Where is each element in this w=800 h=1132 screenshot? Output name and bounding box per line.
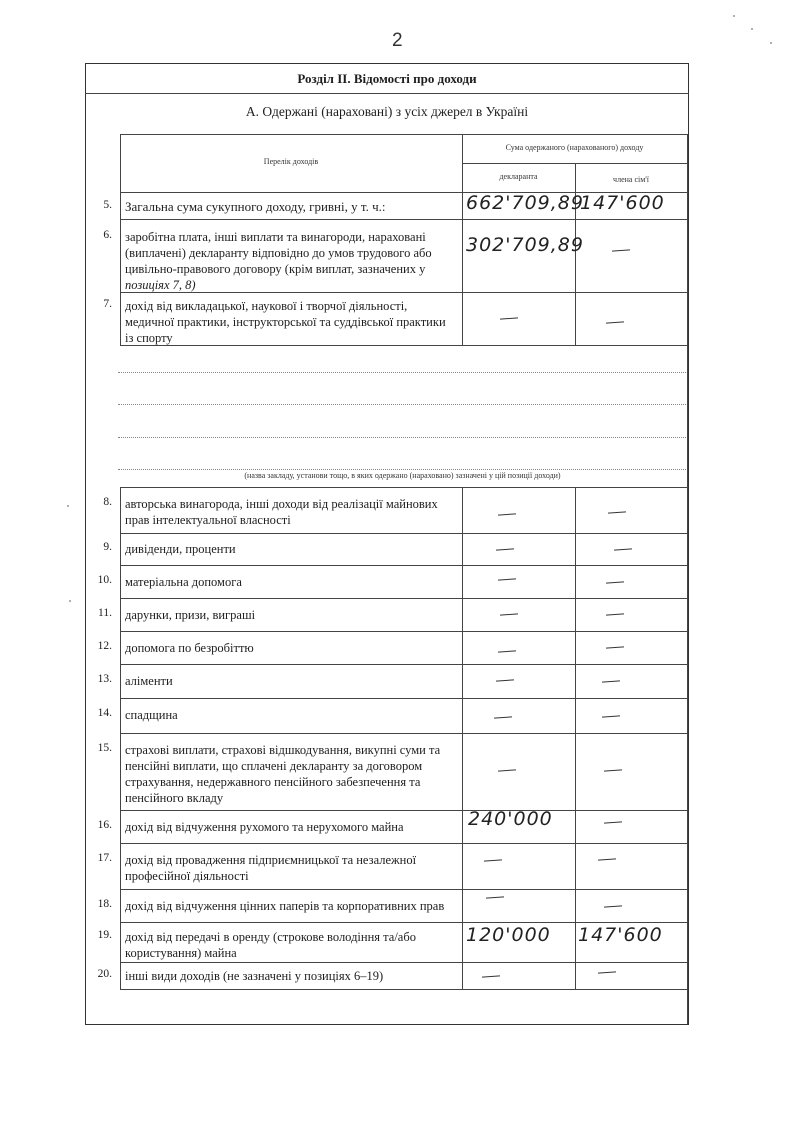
header-top-line	[120, 134, 687, 135]
row-divider	[120, 843, 687, 844]
row-label-line: дохід від провадження підприємницької та незалежної	[125, 853, 417, 867]
section-title: Розділ II. Відомості про доходи	[297, 71, 477, 86]
row-number: 6.	[103, 229, 112, 241]
row-number: 7.	[103, 298, 112, 310]
row-number: 13.	[97, 673, 112, 685]
row-divider	[120, 810, 687, 811]
row-number: 19.	[97, 929, 112, 941]
row-number: 18.	[97, 898, 112, 910]
declarant-value: 302'709,89	[466, 234, 584, 256]
row-number: 11.	[98, 607, 112, 619]
page-number: 2	[392, 30, 403, 51]
row-divider	[120, 733, 687, 734]
row-label: інші види доходів (не зазначені у позиціях 6–19)	[125, 969, 384, 983]
scan-speck	[67, 505, 69, 507]
row-label: дохід від відчуження цінних паперів та корпоративних прав	[125, 899, 445, 913]
row-divider	[120, 698, 687, 699]
header-declarant-label: декларанта	[499, 172, 538, 181]
row-divider	[120, 889, 687, 890]
row-label: допомога по безробіттю	[125, 641, 254, 655]
row-divider	[120, 664, 687, 665]
institution-caption: (назва закладу, установи тощо, в яких одержано (нараховано) зазначені у цій позиції доходи)	[244, 471, 561, 480]
row-label: матеріальна допомога	[125, 575, 242, 589]
row-divider	[120, 631, 687, 632]
row-label: аліменти	[125, 674, 173, 688]
row-label: дарунки, призи, виграші	[125, 608, 256, 622]
row-label-line: авторська винагорода, інші доходи від реалізації майнових	[125, 497, 438, 511]
institution-line	[118, 372, 686, 373]
institution-line	[118, 404, 686, 405]
row-label-line: позиціях 7, 8)	[125, 278, 196, 292]
scan-speck	[69, 600, 71, 602]
row-divider	[120, 962, 687, 963]
row-divider	[120, 292, 687, 293]
row-number: 12.	[97, 640, 112, 652]
declarant-value: 240'000	[468, 808, 553, 830]
row-number: 15.	[97, 742, 112, 754]
row-divider	[120, 219, 687, 220]
section-title-divider	[85, 93, 689, 94]
family-value: 147'600	[578, 924, 663, 946]
row-number: 14.	[97, 707, 112, 719]
row-label-line: медичної практики, інструкторської та суддівської практики	[125, 315, 446, 329]
row-label-line: професійної діяльності	[125, 869, 249, 883]
row-label-line: заробітна плата, інші виплати та винагороди, нараховані	[125, 230, 426, 244]
declarant-column-line-top	[462, 134, 463, 345]
scan-speck	[751, 28, 753, 30]
row-label-line: користування) майна	[125, 946, 237, 960]
subsection-title: А. Одержані (нараховані) з усіх джерел в Україні	[245, 104, 529, 119]
row-label-line: страхування, недержавного пенсійного забезпечення та	[125, 775, 421, 789]
scan-speck	[733, 15, 735, 17]
institution-line	[118, 437, 686, 438]
header-family-label: члена сім'ї	[613, 175, 649, 184]
row-number: 16.	[97, 819, 112, 831]
table-left-border-bottom	[120, 487, 121, 990]
row-divider	[120, 565, 687, 566]
declarant-value: 662'709,89	[466, 192, 584, 214]
row-label-line: із спорту	[125, 331, 173, 345]
scan-speck	[770, 42, 772, 44]
row-number: 9.	[103, 541, 112, 553]
row-number: 20.	[97, 968, 112, 980]
row-number: 10.	[97, 574, 112, 586]
declarant-column-line-bottom	[462, 487, 463, 990]
row-divider	[120, 922, 687, 923]
header-list-label: Перелік доходів	[263, 157, 319, 166]
row-label-line: страхові виплати, страхові відшкодування, викупні суми та	[125, 743, 441, 757]
row-label-line: (виплачені) декларанту відповідно до умов трудового або	[125, 246, 432, 260]
row-label: дохід від відчуження рухомого та нерухомого майна	[125, 820, 404, 834]
row-label: Загальна сума сукупного доходу, гривні, у т. ч.:	[125, 199, 386, 214]
declarant-value: 120'000	[466, 924, 551, 946]
row-divider	[120, 345, 687, 346]
row-label-line: прав інтелектуальної власності	[125, 513, 291, 527]
row-label-line: пенсійного вкладу	[125, 791, 224, 805]
row-divider	[120, 487, 687, 488]
row-number: 17.	[97, 852, 112, 864]
row-label: спадщина	[125, 708, 178, 722]
row-number: 8.	[103, 496, 112, 508]
header-amount-label: Сума одержаного (нарахованого) доходу	[505, 143, 644, 152]
row-label-line: пенсійні виплати, що сплачені декларанту за договором	[125, 759, 423, 773]
row-divider	[120, 533, 687, 534]
row-divider	[120, 989, 687, 990]
table-right-border	[687, 134, 688, 1024]
row-number: 5.	[103, 199, 112, 211]
row-label-line: дохід від викладацької, наукової і творчої діяльності,	[125, 299, 408, 313]
family-value: 147'600	[580, 192, 665, 214]
row-divider	[120, 598, 687, 599]
family-column-line-bottom	[575, 487, 576, 990]
institution-line	[118, 469, 686, 470]
row-label-line: дохід від передачі в оренду (строкове володіння та/або	[125, 930, 416, 944]
row-label-line: цивільно-правового договору (крім виплат, зазначених у	[125, 262, 426, 276]
row-label: дивіденди, проценти	[125, 542, 236, 556]
